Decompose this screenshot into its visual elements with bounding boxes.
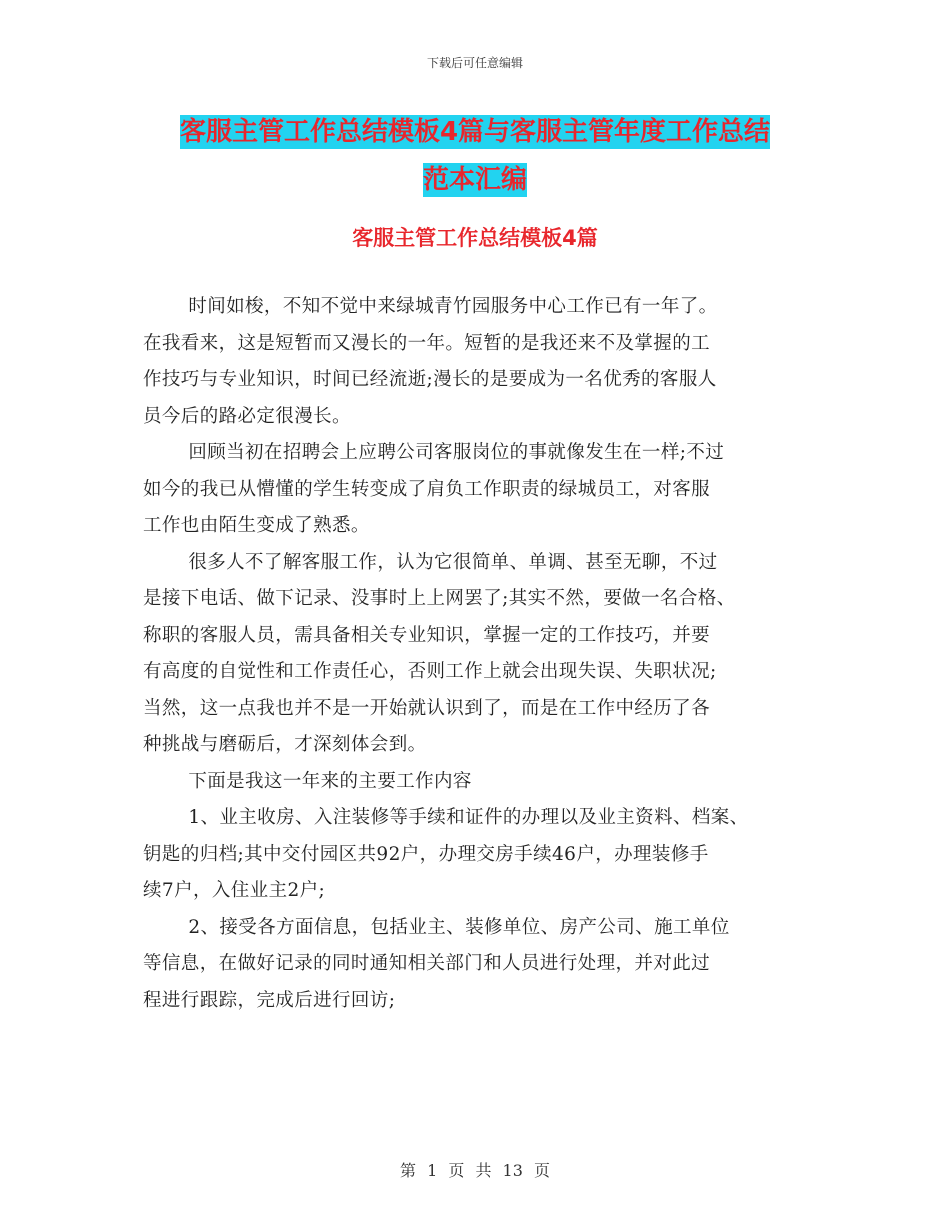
text-line: 种挑战与磨砺后，才深刻体会到。 bbox=[143, 734, 427, 755]
text-line: 钥匙的归档;其中交付园区共92户，办理交房手续46户，办理装修手 bbox=[143, 843, 709, 865]
body-text bbox=[143, 289, 823, 1019]
total-pages: 13 bbox=[502, 1161, 523, 1180]
current-page-number: 1 bbox=[427, 1161, 438, 1180]
section-title: 客服主管工作总结模板4篇 bbox=[352, 226, 598, 250]
footer-suffix: 页 bbox=[534, 1161, 551, 1180]
text-line: 有高度的自觉性和工作责任心，否则工作上就会出现失误、失职状况; bbox=[143, 661, 717, 682]
text-line: 等信息，在做好记录的同时通知相关部门和人员进行处理，并对此过 bbox=[143, 953, 711, 974]
text-line: 员今后的路必定很漫长。 bbox=[143, 405, 351, 427]
footer-prefix: 第 bbox=[399, 1161, 416, 1180]
page-footer bbox=[0, 1158, 950, 1181]
title-line-2: 范本汇编 bbox=[422, 165, 527, 195]
text-line: 作技巧与专业知识，时间已经流逝;漫长的是要成为一名优秀的客服人 bbox=[143, 369, 717, 390]
text-line: 回顾当初在招聘会上应聘公司客服岗位的事就像发生在一样;不过 bbox=[188, 442, 725, 463]
text-line: 如今的我已从懵懂的学生转变成了肩负工作职责的绿城员工，对客服 bbox=[143, 478, 711, 500]
text-line: 称职的客服人员，需具备相关专业知识，掌握一定的工作技巧，并要 bbox=[143, 624, 711, 646]
text-line: 很多人不了解客服工作，认为它很简单、单调、甚至无聊，不过 bbox=[188, 551, 718, 573]
paragraph bbox=[143, 800, 823, 910]
text-line: 续7户，入住业主2户; bbox=[143, 880, 326, 901]
paragraph bbox=[143, 289, 823, 435]
text-line: 当然，这一点我也并不是一开始就认识到了，而是在工作中经历了各 bbox=[143, 697, 711, 719]
text-line: 程进行跟踪，完成后进行回访; bbox=[143, 989, 396, 1011]
text-line: 工作也由陌生变成了熟悉。 bbox=[143, 515, 370, 536]
paragraph bbox=[143, 435, 823, 545]
text-line: 下面是我这一年来的主要工作内容 bbox=[188, 770, 472, 792]
paragraph bbox=[143, 910, 823, 1020]
text-line: 2、接受各方面信息，包括业主、装修单位、房产公司、施工单位 bbox=[188, 916, 730, 938]
text-line: 在我看来，这是短暂而又漫长的一年。短暂的是我还来不及掌握的工 bbox=[143, 332, 711, 354]
text-line: 时间如梭，不知不觉中来绿城青竹园服务中心工作已有一年了。 bbox=[188, 296, 718, 317]
text-line: 1、业主收房、入注装修等手续和证件的办理以及业主资料、档案、 bbox=[188, 807, 749, 828]
text-line: 是接下电话、做下记录、没事时上上网罢了;其实不然，要做一名合格、 bbox=[143, 588, 736, 609]
document-title bbox=[0, 108, 950, 204]
footer-mid: 页 共 bbox=[448, 1161, 492, 1180]
header-note: 下载后可任意编辑 bbox=[426, 56, 523, 70]
title-line-1: 客服主管工作总结模板4篇与客服主管年度工作总结 bbox=[179, 117, 771, 147]
paragraph bbox=[143, 545, 823, 764]
paragraph bbox=[143, 764, 823, 801]
